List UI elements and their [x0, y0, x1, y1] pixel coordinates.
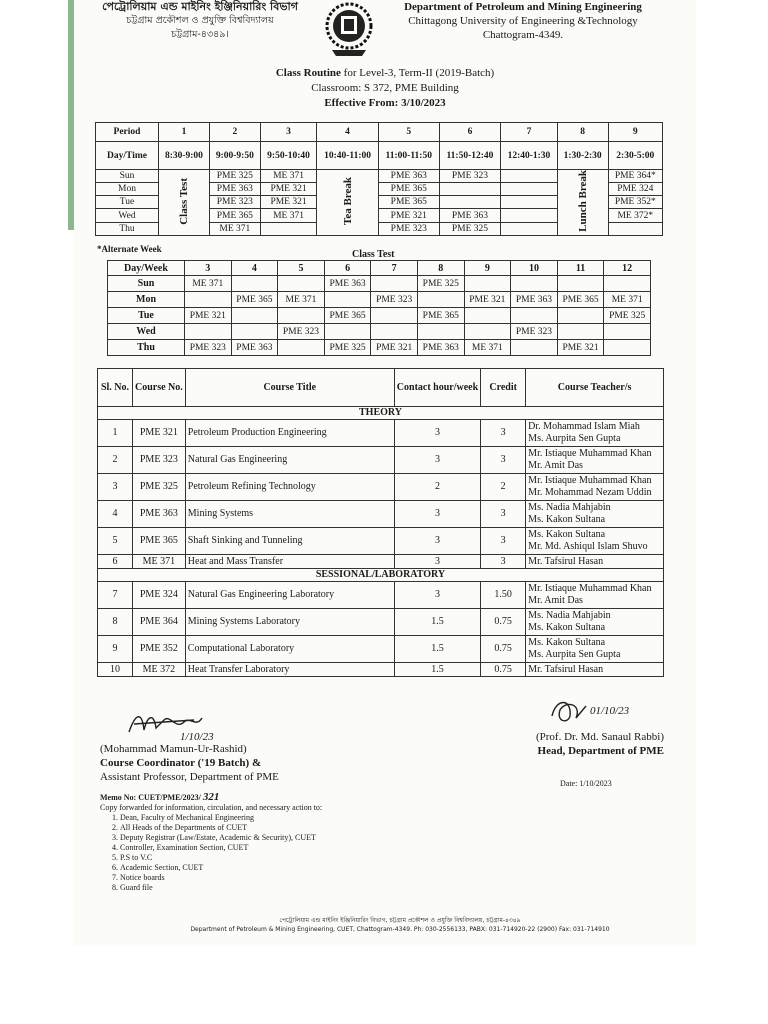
- test-cell: [231, 276, 278, 292]
- table-row: [98, 609, 664, 636]
- head-name: (Prof. Dr. Md. Sanaul Rabbi): [535, 731, 664, 743]
- period-4: 4: [317, 123, 379, 142]
- test-cell: [185, 324, 232, 340]
- routine-cell: [501, 183, 558, 196]
- credit-header: Credit: [481, 369, 526, 407]
- day-cell: Mon: [108, 292, 185, 308]
- footer-english: Department of Petroleum & Mining Engineering, CUET, Chattogram-4349. Ph: 030-2556133, PABX: 031-714920-22 (2900) Fax: 031-714910: [190, 926, 610, 933]
- table-row: [98, 447, 664, 474]
- table-row: [98, 636, 664, 663]
- test-cell: [464, 276, 511, 292]
- routine-cell: PME 365: [378, 183, 439, 196]
- english-letterhead: [388, 0, 658, 42]
- routine-title: [200, 66, 570, 111]
- teacher-cell: Dr. Mohammad Islam Miah Ms. Aurpita Sen Gupta: [526, 420, 664, 447]
- routine-cell: [501, 170, 558, 183]
- english-city: Chattogram-4349.: [482, 29, 564, 41]
- test-cell: [604, 276, 651, 292]
- sl-cell: 5: [98, 528, 133, 555]
- contact-cell: 3: [394, 528, 480, 555]
- list-item: 6. Academic Section, CUET: [120, 863, 430, 873]
- document-date: Date: 1/10/2023: [560, 779, 612, 788]
- teacher-cell: Ms. Kakon Sultana Ms. Aurpita Sen Gupta: [526, 636, 664, 663]
- period-9: 9: [608, 123, 662, 142]
- title-bold: Class Routine: [275, 67, 341, 79]
- time-row: [96, 142, 663, 170]
- course-table: [97, 368, 664, 677]
- course-title-cell: Computational Laboratory: [185, 636, 394, 663]
- table-row: [108, 292, 651, 308]
- head-role: Head, Department of PME: [537, 745, 664, 757]
- routine-cell: PME 321: [260, 196, 317, 209]
- alternate-week-note: *Alternate Week: [97, 244, 162, 254]
- course-no-cell: ME 372: [133, 663, 186, 677]
- test-cell: [604, 324, 651, 340]
- course-title-cell: Natural Gas Engineering Laboratory: [185, 582, 394, 609]
- test-cell: [278, 308, 325, 324]
- test-cell: [557, 276, 604, 292]
- period-1: 1: [159, 123, 210, 142]
- test-cell: [464, 308, 511, 324]
- memo-number: Memo No: CUET/PME/2023/: [100, 793, 201, 802]
- class-test-table: [107, 260, 651, 356]
- routine-cell: PME 352*: [608, 196, 662, 209]
- test-cell: PME 321: [185, 308, 232, 324]
- routine-cell: ME 372*: [608, 209, 662, 222]
- memo-intro: Copy forwarded for information, circulation, and necessary action to:: [100, 803, 323, 812]
- list-item: 8. Guard file: [120, 883, 430, 893]
- sl-cell: 3: [98, 474, 133, 501]
- contact-cell: 1.5: [394, 636, 480, 663]
- course-no-cell: PME 325: [133, 474, 186, 501]
- footer-bangla: পেট্রোলিয়াম এন্ড মাইনিং ইঞ্জিনিয়ারিং বিভাগ, চট্টগ্রাম প্রকৌশল ও প্রযুক্তি বিশ্ববিদ্যালয়, চট্টগ্রাম-৪৩৪৯: [279, 917, 521, 924]
- list-item: 2. All Heads of the Departments of CUET: [120, 823, 430, 833]
- test-cell: [231, 308, 278, 324]
- head-sign-date: 01/10/23: [590, 705, 630, 717]
- list-item: 5. P.S to V.C: [120, 853, 430, 863]
- week-5: 5: [278, 261, 325, 276]
- test-cell: PME 365: [557, 292, 604, 308]
- credit-cell: 3: [481, 420, 526, 447]
- test-cell: [557, 324, 604, 340]
- contact-cell: 1.5: [394, 609, 480, 636]
- period-5: 5: [378, 123, 439, 142]
- teacher-cell: Ms. Nadia Mahjabin Ms. Kakon Sultana: [526, 501, 664, 528]
- class-test-label: Class Test: [177, 177, 190, 225]
- university-seal-icon: [322, 0, 376, 58]
- time-2: 9:00-9:50: [209, 142, 260, 170]
- test-cell: PME 323: [185, 340, 232, 356]
- page-footer: [130, 916, 670, 934]
- test-cell: PME 321: [557, 340, 604, 356]
- sl-cell: 1: [98, 420, 133, 447]
- table-row: [98, 528, 664, 555]
- coordinator-role: Course Coordinator ('19 Batch) &: [100, 757, 262, 769]
- table-row: [96, 170, 663, 183]
- routine-cell: PME 321: [260, 183, 317, 196]
- routine-cell: [501, 209, 558, 222]
- test-cell: [417, 324, 464, 340]
- test-cell: [417, 292, 464, 308]
- test-cell: [604, 340, 651, 356]
- routine-cell: [260, 222, 317, 235]
- test-cell: PME 325: [417, 276, 464, 292]
- course-no-cell: PME 324: [133, 582, 186, 609]
- sl-cell: 2: [98, 447, 133, 474]
- routine-cell: [608, 222, 662, 235]
- test-cell: ME 371: [464, 340, 511, 356]
- day-cell: Wed: [108, 324, 185, 340]
- course-no-cell: PME 364: [133, 609, 186, 636]
- sl-cell: 4: [98, 501, 133, 528]
- credit-cell: 0.75: [481, 636, 526, 663]
- day-cell: Sun: [108, 276, 185, 292]
- time-9: 2:30-5:00: [608, 142, 662, 170]
- routine-cell: PME 323: [439, 170, 501, 183]
- course-no-cell: PME 352: [133, 636, 186, 663]
- coordinator-title: Assistant Professor, Department of PME: [100, 771, 279, 783]
- routine-cell: PME 363: [439, 209, 501, 222]
- sl-cell: 10: [98, 663, 133, 677]
- day-cell: Wed: [96, 209, 159, 222]
- test-cell: PME 363: [417, 340, 464, 356]
- credit-cell: 3: [481, 555, 526, 569]
- week-12: 12: [604, 261, 651, 276]
- table-row: [108, 308, 651, 324]
- routine-cell: [439, 183, 501, 196]
- theory-section-row: [98, 407, 664, 420]
- sl-cell: 7: [98, 582, 133, 609]
- routine-cell: PME 365: [378, 196, 439, 209]
- period-8: 8: [557, 123, 608, 142]
- test-cell: PME 323: [371, 292, 418, 308]
- test-cell: [324, 292, 371, 308]
- test-cell: PME 365: [324, 308, 371, 324]
- course-title-cell: Mining Systems Laboratory: [185, 609, 394, 636]
- recipient-list: [100, 813, 430, 893]
- time-5: 11:00-11:50: [378, 142, 439, 170]
- sl-cell: 6: [98, 555, 133, 569]
- sessional-section-row: [98, 569, 664, 582]
- test-cell: PME 363: [231, 340, 278, 356]
- routine-cell: PME 325: [439, 222, 501, 235]
- test-cell: ME 371: [604, 292, 651, 308]
- sessional-label: SESSIONAL/LABORATORY: [98, 569, 664, 582]
- test-cell: [557, 308, 604, 324]
- test-cell: PME 363: [511, 292, 558, 308]
- credit-cell: 2: [481, 474, 526, 501]
- contact-cell: 3: [394, 420, 480, 447]
- table-row: [108, 324, 651, 340]
- bangla-letterhead: [100, 0, 300, 42]
- contact-cell: 1.5: [394, 663, 480, 677]
- credit-cell: 1.50: [481, 582, 526, 609]
- credit-cell: 0.75: [481, 663, 526, 677]
- day-cell: Tue: [108, 308, 185, 324]
- tea-break-label: Tea Break: [341, 176, 354, 225]
- time-7: 12:40-1:30: [501, 142, 558, 170]
- routine-cell: [501, 196, 558, 209]
- week-7: 7: [371, 261, 418, 276]
- course-title-header: Course Title: [185, 369, 394, 407]
- table-row: [98, 663, 664, 677]
- teacher-cell: Ms. Kakon Sultana Mr. Md. Ashiqul Islam Shuvo: [526, 528, 664, 555]
- routine-cell: ME 371: [209, 222, 260, 235]
- routine-cell: PME 365: [209, 209, 260, 222]
- test-cell: [185, 292, 232, 308]
- course-title-cell: Mining Systems: [185, 501, 394, 528]
- teacher-cell: Mr. Istiaque Muhammad Khan Mr. Mohammad Nezam Uddin: [526, 474, 664, 501]
- contact-cell: 3: [394, 447, 480, 474]
- title-rest: for Level-3, Term-II (2019-Batch): [340, 67, 495, 79]
- course-no-cell: ME 371: [133, 555, 186, 569]
- routine-cell: PME 364*: [608, 170, 662, 183]
- bangla-dept-name: পেট্রোলিয়াম এন্ড মাইনিং ইঞ্জিনিয়ারিং বিভাগ: [102, 0, 298, 13]
- routine-cell: PME 323: [209, 196, 260, 209]
- test-cell: PME 323: [511, 324, 558, 340]
- list-item: 7. Notice boards: [120, 873, 430, 883]
- week-8: 8: [417, 261, 464, 276]
- day-cell: Mon: [96, 183, 159, 196]
- test-cell: PME 363: [324, 276, 371, 292]
- test-cell: [371, 308, 418, 324]
- class-test-cell: [159, 170, 210, 236]
- course-title-cell: Petroleum Production Engineering: [185, 420, 394, 447]
- time-3: 9:50-10:40: [260, 142, 317, 170]
- class-routine-table: [95, 122, 663, 236]
- course-title-cell: Petroleum Refining Technology: [185, 474, 394, 501]
- test-cell: [278, 276, 325, 292]
- table-row: [98, 420, 664, 447]
- course-no-cell: PME 363: [133, 501, 186, 528]
- day-cell: Thu: [108, 340, 185, 356]
- week-6: 6: [324, 261, 371, 276]
- test-cell: PME 365: [231, 292, 278, 308]
- day-cell: Thu: [96, 222, 159, 235]
- sl-header: Sl. No.: [98, 369, 133, 407]
- course-no-cell: PME 321: [133, 420, 186, 447]
- routine-cell: [439, 196, 501, 209]
- test-cell: PME 325: [324, 340, 371, 356]
- day-cell: Tue: [96, 196, 159, 209]
- credit-cell: 0.75: [481, 609, 526, 636]
- week-header-row: [108, 261, 651, 276]
- time-4: 10:40-11:00: [317, 142, 379, 170]
- course-title-cell: Heat and Mass Transfer: [185, 555, 394, 569]
- course-no-header: Course No.: [133, 369, 186, 407]
- period-6: 6: [439, 123, 501, 142]
- test-cell: PME 325: [604, 308, 651, 324]
- tea-break-cell: [317, 170, 379, 236]
- effective-date: Effective From: 3/10/2023: [324, 97, 446, 109]
- credit-cell: 3: [481, 447, 526, 474]
- week-11: 11: [557, 261, 604, 276]
- list-item: 4. Controller, Examination Section, CUET: [120, 843, 430, 853]
- routine-cell: [501, 222, 558, 235]
- course-no-cell: PME 323: [133, 447, 186, 474]
- test-cell: [511, 276, 558, 292]
- week-9: 9: [464, 261, 511, 276]
- time-8: 1:30-2:30: [557, 142, 608, 170]
- routine-cell: PME 321: [378, 209, 439, 222]
- period-7: 7: [501, 123, 558, 142]
- test-cell: [371, 276, 418, 292]
- course-title-cell: Heat Transfer Laboratory: [185, 663, 394, 677]
- sl-cell: 8: [98, 609, 133, 636]
- test-cell: [371, 324, 418, 340]
- class-test-title: Class Test: [352, 249, 395, 260]
- english-univ-name: Chittagong University of Engineering &Technology: [408, 15, 638, 27]
- contact-header: Contact hour/week: [394, 369, 480, 407]
- routine-cell: PME 324: [608, 183, 662, 196]
- coordinator-signature-icon: [124, 706, 234, 740]
- period-2: 2: [209, 123, 260, 142]
- day-cell: Sun: [96, 170, 159, 183]
- bangla-city: চট্টগ্রাম-৪৩৪৯।: [171, 29, 229, 40]
- bangla-univ-name: চট্টগ্রাম প্রকৌশল ও প্রযুক্তি বিশ্ববিদ্যালয়: [126, 15, 274, 26]
- test-cell: ME 371: [278, 292, 325, 308]
- test-cell: [278, 340, 325, 356]
- list-item: 1. Dean, Faculty of Mechanical Engineering: [120, 813, 430, 823]
- table-row: [98, 474, 664, 501]
- week-3: 3: [185, 261, 232, 276]
- routine-cell: PME 363: [209, 183, 260, 196]
- time-1: 8:30-9:00: [159, 142, 210, 170]
- sl-cell: 9: [98, 636, 133, 663]
- test-cell: PME 365: [417, 308, 464, 324]
- list-item: 3. Deputy Registrar (Law/Estate, Academic & Security), CUET: [120, 833, 430, 843]
- english-dept-name: Department of Petroleum and Mining Engineering: [404, 1, 642, 13]
- daytime-label: Day/Time: [96, 142, 159, 170]
- lunch-break-label: Lunch Break: [576, 170, 589, 232]
- coordinator-block: [100, 742, 279, 784]
- test-cell: [511, 340, 558, 356]
- head-block: [496, 730, 664, 758]
- teacher-cell: Mr. Istiaque Muhammad Khan Mr. Amit Das: [526, 447, 664, 474]
- contact-cell: 3: [394, 582, 480, 609]
- test-cell: [511, 308, 558, 324]
- time-6: 11:50-12:40: [439, 142, 501, 170]
- coordinator-sign-date: 1/10/23: [180, 731, 214, 743]
- credit-cell: 3: [481, 501, 526, 528]
- period-label: Period: [96, 123, 159, 142]
- course-title-cell: Natural Gas Engineering: [185, 447, 394, 474]
- test-cell: [231, 324, 278, 340]
- period-row: [96, 123, 663, 142]
- routine-cell: ME 371: [260, 170, 317, 183]
- contact-cell: 2: [394, 474, 480, 501]
- course-header-row: [98, 369, 664, 407]
- teacher-cell: Ms. Nadia Mahjabin Ms. Kakon Sultana: [526, 609, 664, 636]
- routine-cell: ME 371: [260, 209, 317, 222]
- teacher-header: Course Teacher/s: [526, 369, 664, 407]
- test-cell: PME 323: [278, 324, 325, 340]
- memo-number-handwritten: 321: [202, 791, 220, 803]
- test-cell: PME 321: [464, 292, 511, 308]
- memo-block: [100, 792, 430, 893]
- lunch-break-cell: [557, 170, 608, 236]
- contact-cell: 3: [394, 555, 480, 569]
- table-row: [98, 582, 664, 609]
- table-row: [98, 555, 664, 569]
- day-week-label: Day/Week: [108, 261, 185, 276]
- teacher-cell: Mr. Istiaque Muhammad Khan Mr. Amit Das: [526, 582, 664, 609]
- test-cell: [464, 324, 511, 340]
- routine-cell: PME 325: [209, 170, 260, 183]
- coordinator-name: (Mohammad Mamun-Ur-Rashid): [100, 743, 247, 755]
- table-row: [108, 276, 651, 292]
- week-10: 10: [511, 261, 558, 276]
- teacher-cell: Mr. Tafsirul Hasan: [526, 555, 664, 569]
- table-row: [108, 340, 651, 356]
- test-cell: ME 371: [185, 276, 232, 292]
- contact-cell: 3: [394, 501, 480, 528]
- routine-cell: PME 363: [378, 170, 439, 183]
- classroom-line: Classroom: S 372, PME Building: [311, 82, 459, 94]
- routine-cell: PME 323: [378, 222, 439, 235]
- course-no-cell: PME 365: [133, 528, 186, 555]
- credit-cell: 3: [481, 528, 526, 555]
- course-title-cell: Shaft Sinking and Tunneling: [185, 528, 394, 555]
- table-row: [98, 501, 664, 528]
- teacher-cell: Mr. Tafsirul Hasan: [526, 663, 664, 677]
- test-cell: PME 321: [371, 340, 418, 356]
- week-4: 4: [231, 261, 278, 276]
- test-cell: [324, 324, 371, 340]
- period-3: 3: [260, 123, 317, 142]
- theory-label: THEORY: [98, 407, 664, 420]
